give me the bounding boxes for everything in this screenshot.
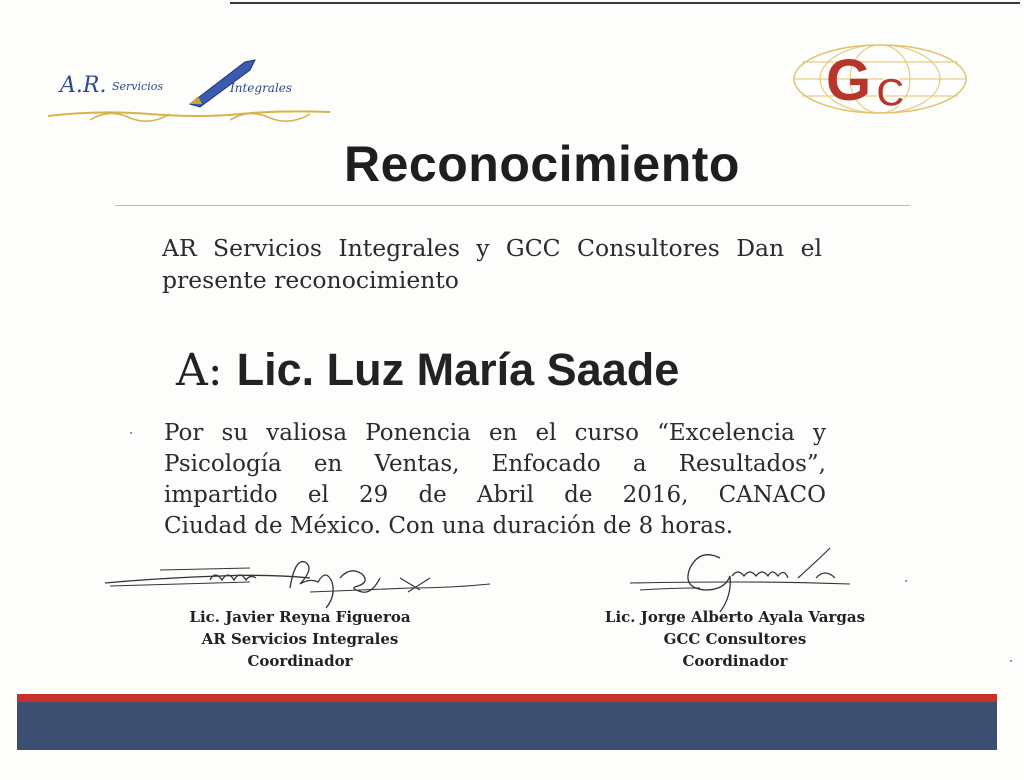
signatory-right: [570, 606, 900, 672]
footer-blue-band: [17, 702, 997, 750]
svg-text:Integrales: Integrales: [230, 81, 293, 95]
signatory-left: [150, 606, 450, 672]
ar-servicios-logo: [40, 52, 340, 132]
title-divider: [115, 205, 910, 206]
scan-speck: [1010, 660, 1012, 662]
svg-text:C: C: [876, 71, 905, 115]
signatory-role: Coordinador: [682, 652, 788, 670]
description-line: Por su valiosa Ponencia en el curso “Excelencia y: [164, 420, 826, 446]
scan-speck: [905, 580, 907, 582]
certificate-title: Reconocimiento: [344, 136, 740, 192]
recipient-line: [176, 340, 936, 401]
footer-red-band: [17, 694, 997, 702]
recipient-name: Lic. Luz María Saade: [236, 344, 680, 395]
signatory-organization: GCC Consultores: [663, 630, 807, 648]
signatory-role: Coordinador: [247, 652, 353, 670]
description-line: Ciudad de México. Con una duración de 8 horas.: [164, 513, 734, 539]
signatory-name: Lic. Jorge Alberto Ayala Vargas: [604, 608, 866, 626]
svg-text:A.R.: A.R.: [60, 73, 107, 98]
scan-speck: [130, 432, 132, 434]
signatory-name: Lic. Javier Reyna Figueroa: [189, 608, 411, 626]
svg-text:G: G: [826, 48, 872, 113]
signatory-organization: AR Servicios Integrales: [201, 630, 399, 648]
description-line: Psicología en Ventas, Enfocado a Resultados”,: [164, 451, 826, 477]
svg-text:Servicios: Servicios: [112, 80, 163, 93]
intro-text: AR Servicios Integrales y GCC Consultores Dan el presente reconocimiento: [162, 234, 822, 294]
recognition-description: [164, 418, 826, 542]
gcc-consultores-logo: [790, 40, 970, 118]
description-line: impartido el 29 de Abril de 2016, CANACO: [164, 482, 826, 508]
recipient-prefix: A:: [176, 345, 223, 396]
scan-edge-line: [230, 2, 1020, 4]
